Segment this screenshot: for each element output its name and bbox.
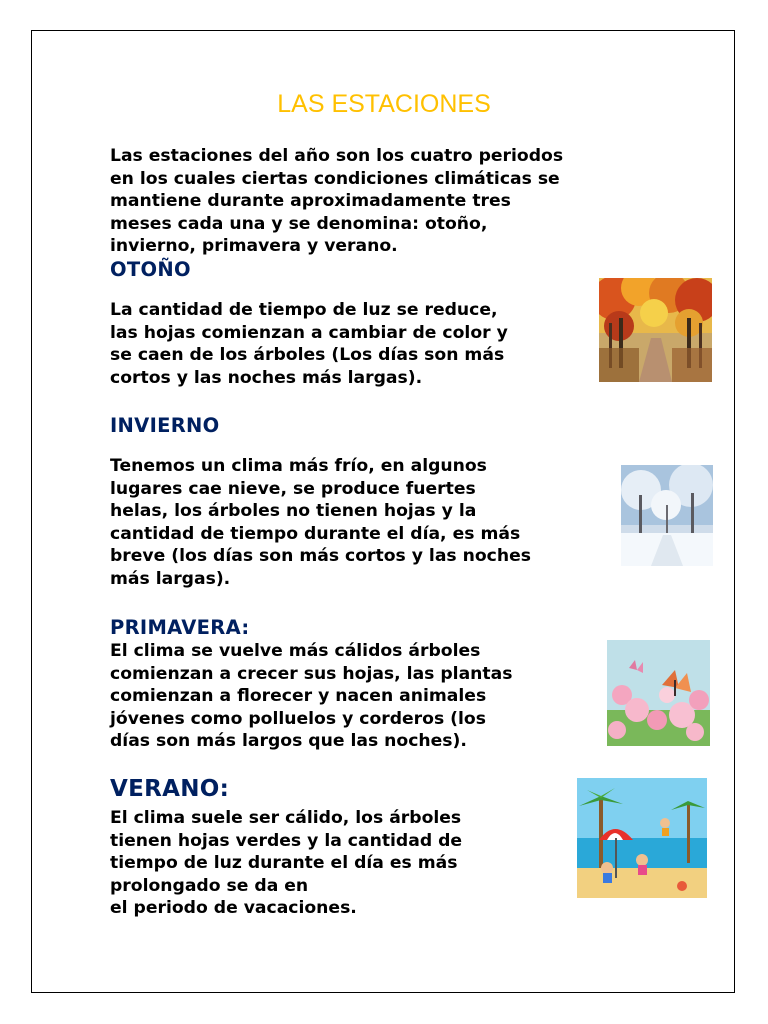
autumn-image [599, 278, 712, 382]
intro-paragraph: Las estaciones del año son los cuatro periodos en los cuales ciertas condiciones climáticas se mantiene durante aproximadamente tres meses cada una y se denomina: otoño, invierno, primavera y verano. [110, 146, 564, 256]
heading-invierno: INVIERNO [110, 414, 220, 437]
verano-paragraph: El clima suele ser cálido, los árboles tienen hojas verdes y la cantidad de tiempo de luz durante el día es más prolongado se da en el periodo de vacaciones. [110, 808, 463, 918]
heading-primavera: PRIMAVERA: [110, 616, 250, 639]
summer-image [577, 778, 707, 898]
invierno-paragraph: Tenemos un clima más frío, en algunos lugares cae nieve, se produce fuertes helas, los árboles no tienen hojas y la cantidad de tiempo durante el día, es más breve (los días son más cortos y las noches más largas). [110, 456, 531, 589]
heading-verano: VERANO: [110, 776, 230, 802]
otono-paragraph: La cantidad de tiempo de luz se reduce, las hojas comienzan a cambiar de color y se caen de los árboles (Los días son más cortos y las noches más largas). [110, 300, 508, 388]
heading-otono: OTOÑO [110, 258, 191, 281]
spring-image [607, 640, 710, 746]
primavera-paragraph: El clima se vuelve más cálidos árboles comienzan a crecer sus hojas, las plantas comienzan a florecer y nacen animales jóvenes como polluelos y corderos (los días son más largos que las noches). [110, 641, 513, 751]
document-title: LAS ESTACIONES [277, 90, 491, 118]
winter-image [621, 465, 713, 566]
